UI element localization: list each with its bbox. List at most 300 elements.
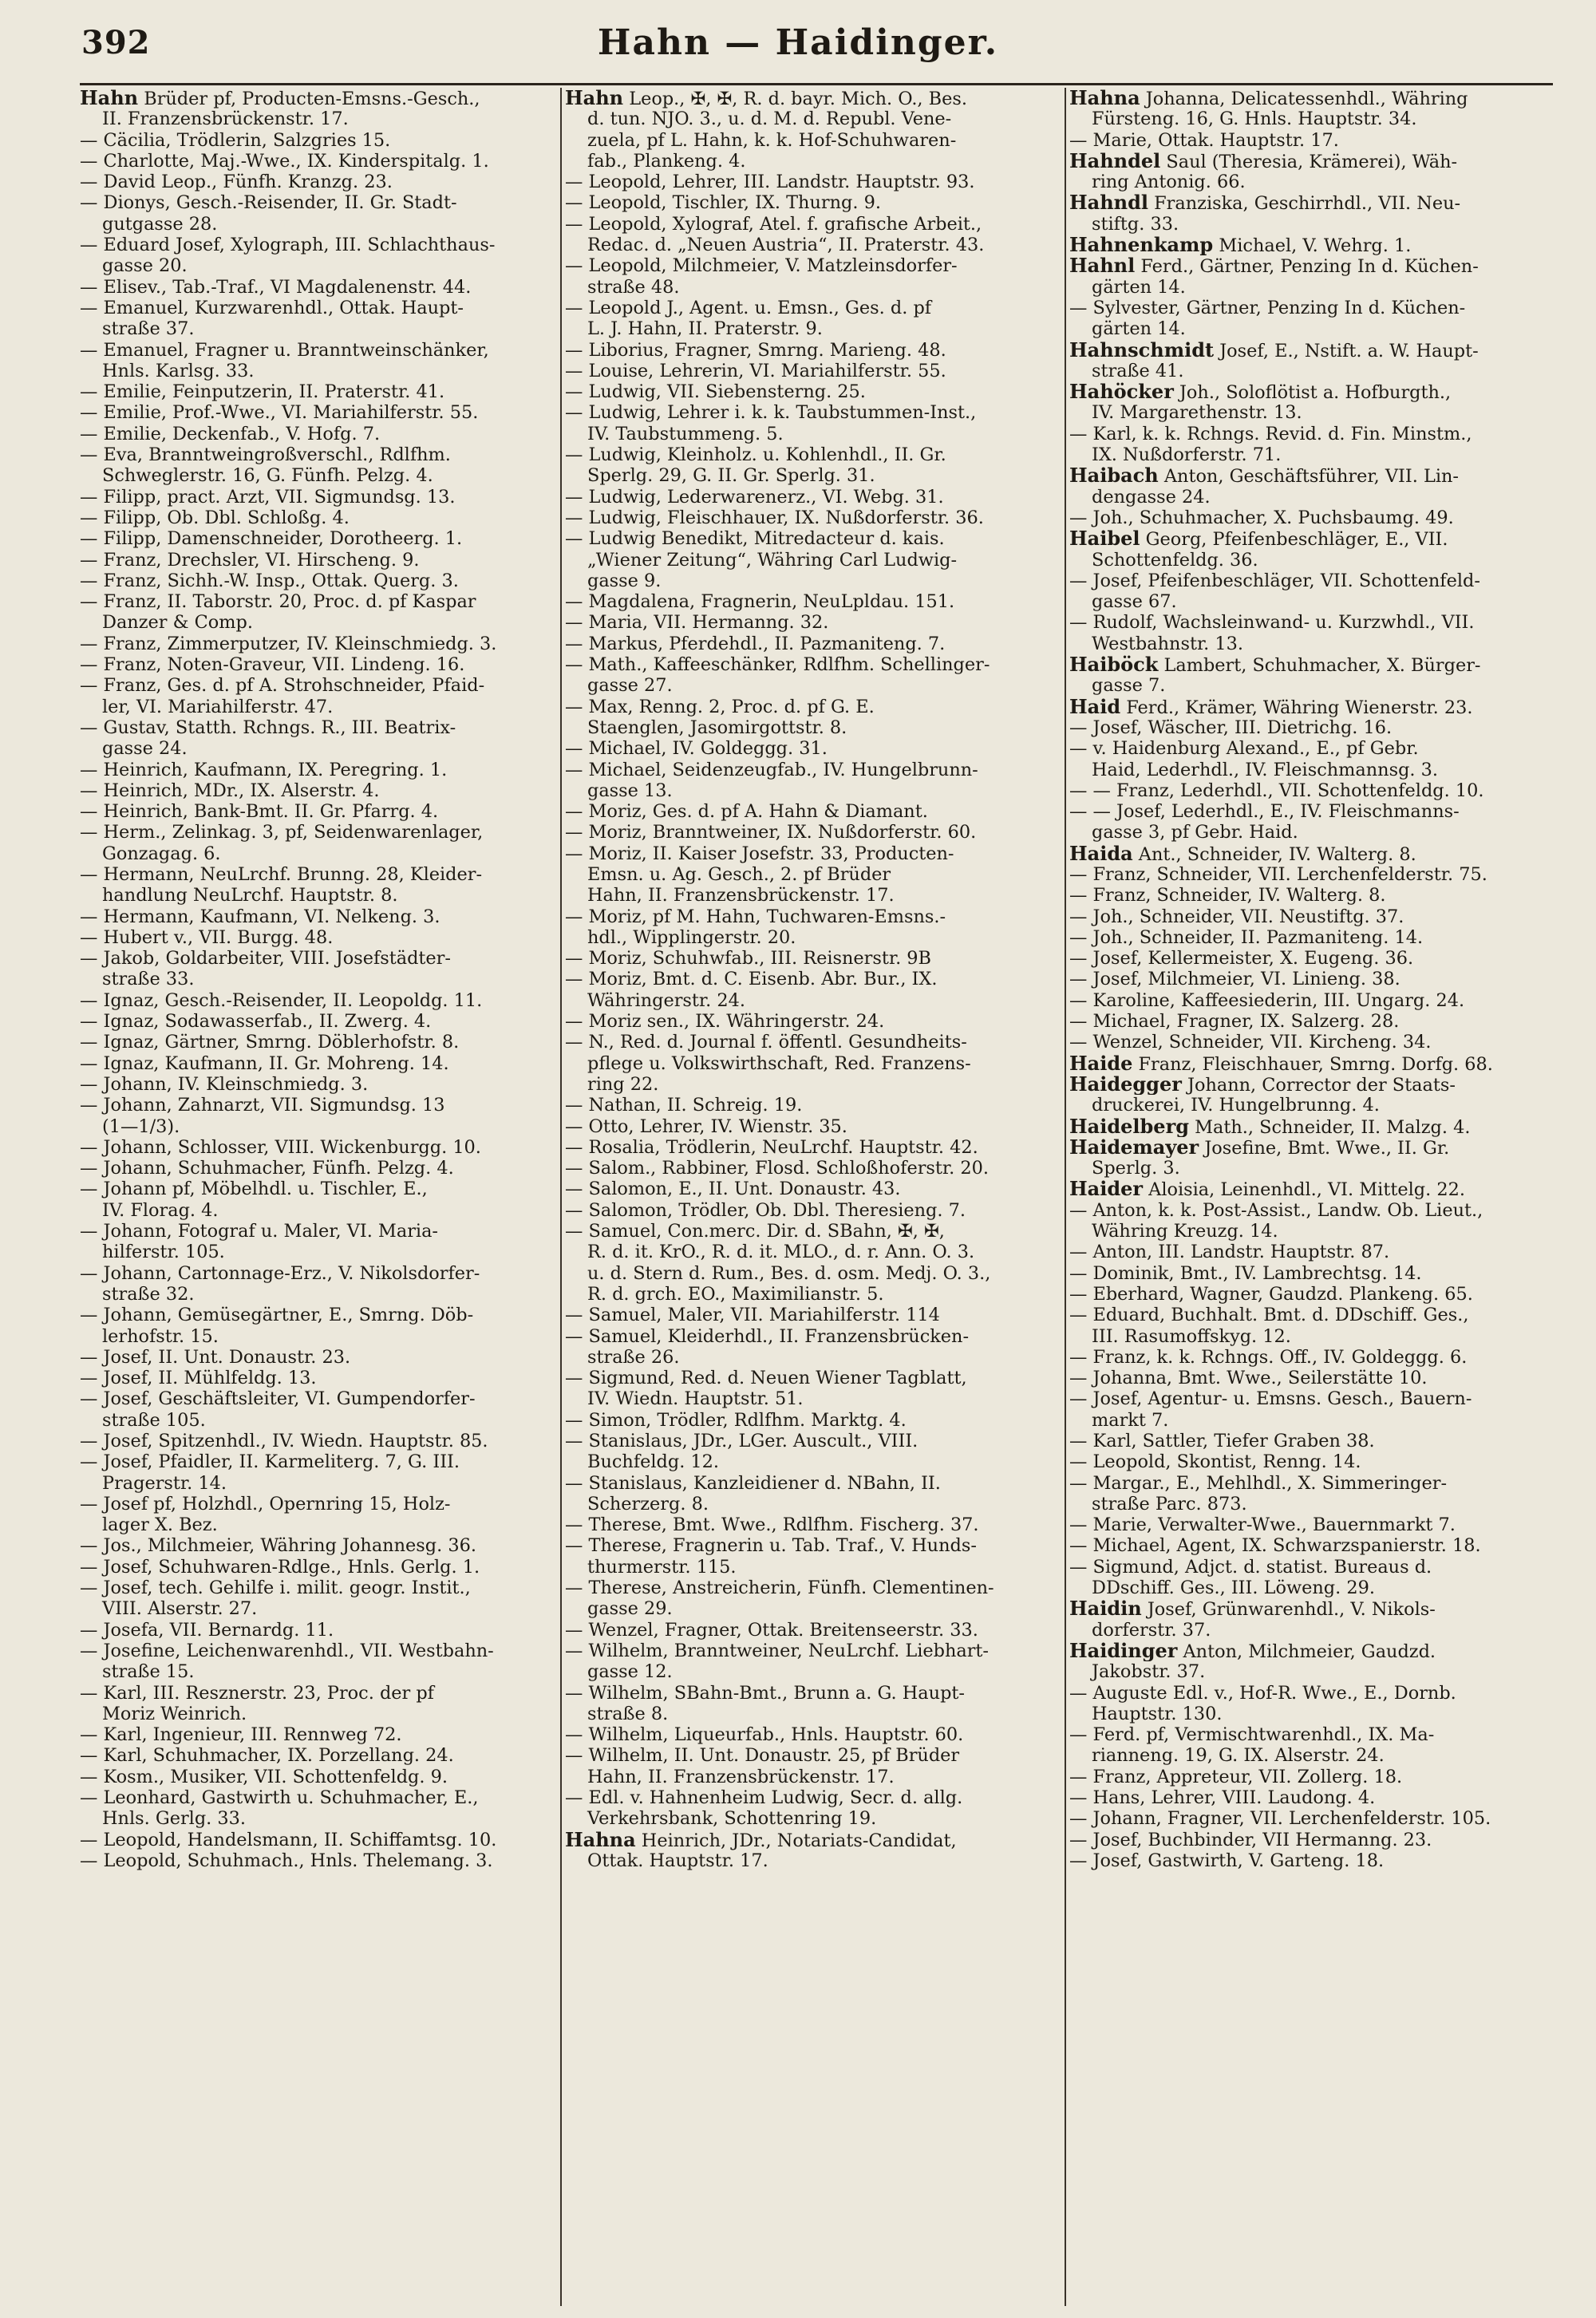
entry-text: — Rudolf, Wachsleinwand- u. Kurzwhdl., VII. xyxy=(1069,612,1475,634)
entry-text: — Gustav, Statth. Rchngs. R., III. Beatrix- xyxy=(80,717,456,738)
entry-text: Josef, E., Nstift. a. W. Haupt- xyxy=(1214,340,1479,361)
entry-text: — David Leop., Fünfh. Kranzg. 23. xyxy=(80,172,393,193)
directory-line xyxy=(80,1053,556,1074)
directory-line xyxy=(1069,1745,1553,1766)
directory-line xyxy=(565,465,1060,486)
directory-line xyxy=(1069,654,1553,675)
directory-line xyxy=(80,172,556,192)
directory-line xyxy=(80,780,556,801)
directory-line xyxy=(565,444,1060,465)
directory-line xyxy=(565,1095,1060,1116)
entry-text: — Josef, Buchbinder, VII Hermanng. 23. xyxy=(1069,1829,1432,1850)
directory-line xyxy=(80,1410,556,1431)
entry-text: straße 41. xyxy=(1092,360,1184,381)
entry-text: ring 22. xyxy=(587,1073,659,1095)
directory-line xyxy=(1069,151,1553,172)
entry-text: — Otto, Lehrer, IV. Wienstr. 35. xyxy=(565,1116,847,1137)
entry-text: — Liborius, Fragner, Smrng. Marieng. 48. xyxy=(565,339,946,361)
directory-line xyxy=(1069,1830,1553,1850)
entry-text: — Eva, Branntweingroßverschl., Rdlfhm. xyxy=(80,444,451,466)
directory-line xyxy=(1069,1388,1553,1409)
directory-line xyxy=(565,1808,1060,1829)
directory-line xyxy=(80,1787,556,1808)
entry-text: — Franz, Schneider, VII. Lerchenfelderstr. 75. xyxy=(1069,863,1487,885)
directory-line xyxy=(80,424,556,444)
entry-text: — Johann, IV. Kleinschmiedg. 3. xyxy=(80,1073,369,1095)
directory-line xyxy=(565,697,1060,717)
entry-text: lager X. Bez. xyxy=(102,1514,218,1536)
entry-text: — Therese, Bmt. Wwe., Rdlfhm. Fischerg. 37. xyxy=(565,1514,979,1536)
entry-text: Staenglen, Jasomirgottstr. 8. xyxy=(587,717,847,738)
directory-line xyxy=(1069,1242,1553,1262)
entry-text: Michael, V. Wehrg. 1. xyxy=(1213,235,1412,256)
directory-line xyxy=(565,130,1060,151)
entry-text: — v. Haidenburg Alexand., E., pf Gebr. xyxy=(1069,738,1419,760)
surname-heading: Haidinger xyxy=(1069,1640,1178,1662)
directory-line xyxy=(80,487,556,507)
directory-line xyxy=(565,151,1060,172)
directory-line xyxy=(565,507,1060,528)
directory-line xyxy=(1069,1850,1553,1871)
surname-heading: Haidin xyxy=(1069,1598,1142,1620)
entry-text: — Joh., Schneider, II. Pazmaniteng. 14. xyxy=(1069,926,1424,948)
entry-text: d. tun. NJO. 3., u. d. M. d. Republ. Vene- xyxy=(587,109,952,130)
directory-line xyxy=(1069,1221,1553,1242)
directory-line xyxy=(80,760,556,780)
entry-text: — Josef, Spitzenhdl., IV. Wiedn. Hauptstr. 85. xyxy=(80,1431,488,1451)
entry-text: gasse 24. xyxy=(102,738,188,760)
directory-line xyxy=(1069,1557,1553,1578)
entry-text: — Franz, Zimmerputzer, IV. Kleinschmiedg. 3. xyxy=(80,633,497,654)
directory-line xyxy=(565,109,1060,129)
surname-heading: Haid xyxy=(1069,696,1121,717)
entry-text: straße 105. xyxy=(102,1409,206,1431)
entry-text: — Joh., Schuhmacher, X. Puchsbaumg. 49. xyxy=(1069,507,1454,528)
entry-text: — Anton, k. k. Post-Assist., Landw. Ob. Lieut., xyxy=(1069,1199,1483,1221)
directory-line xyxy=(565,1451,1060,1472)
entry-text: — Johann, Cartonnage-Erz., V. Nikolsdorfer- xyxy=(80,1262,480,1284)
entry-text: straße 32. xyxy=(102,1283,195,1305)
directory-line xyxy=(80,1683,556,1704)
entry-text: — — Franz, Lederhdl., VII. Schottenfeldg. 10. xyxy=(1069,780,1484,801)
directory-line xyxy=(565,969,1060,989)
directory-line xyxy=(565,1326,1060,1347)
directory-line xyxy=(1069,634,1553,654)
directory-line xyxy=(1069,1410,1553,1431)
entry-text: gärten 14. xyxy=(1092,318,1186,340)
directory-line xyxy=(80,1158,556,1179)
entry-text: u. d. Stern d. Rum., Bes. d. osm. Medj. O. 3., xyxy=(587,1262,991,1284)
entry-text: — Josefa, VII. Bernardg. 11. xyxy=(80,1619,334,1641)
directory-line xyxy=(80,1451,556,1472)
directory-line xyxy=(80,843,556,864)
entry-text: fab., Plankeng. 4. xyxy=(587,150,746,172)
entry-text: — Moriz, Branntweiner, IX. Nußdorferstr. 60. xyxy=(565,822,977,843)
directory-line xyxy=(1069,255,1553,276)
entry-text: — Rosalia, Trödlerin, NeuLrchf. Hauptstr. 42. xyxy=(565,1136,978,1158)
directory-line xyxy=(565,1179,1060,1199)
directory-line xyxy=(1069,1305,1553,1325)
directory-line xyxy=(565,1305,1060,1325)
entry-text: — Moriz, Schuhwfab., III. Reisnerstr. 9B xyxy=(565,948,932,969)
entry-text: — Emanuel, Fragner u. Branntweinschänker, xyxy=(80,339,489,361)
entry-text: — Filipp, Ob. Dbl. Schloßg. 4. xyxy=(80,507,350,528)
directory-line xyxy=(1069,1578,1553,1598)
entry-text: handlung NeuLrchf. Hauptstr. 8. xyxy=(102,885,398,906)
directory-line xyxy=(80,1200,556,1221)
directory-line xyxy=(565,864,1060,885)
directory-line xyxy=(1069,780,1553,801)
entry-text: Sperlg. 29, G. II. Gr. Sperlg. 31. xyxy=(587,465,875,487)
entry-text: Schweglerstr. 16, G. Fünfh. Pelzg. 4. xyxy=(102,465,433,487)
directory-line xyxy=(80,1745,556,1766)
directory-line xyxy=(565,298,1060,318)
directory-line xyxy=(80,444,556,465)
directory-line xyxy=(1069,1137,1553,1158)
entry-text: — Karl, III. Resznerstr. 23, Proc. der pf xyxy=(80,1682,434,1704)
directory-line xyxy=(565,1053,1060,1074)
entry-text: gutgasse 28. xyxy=(102,213,218,235)
surname-heading: Haibel xyxy=(1069,528,1140,550)
entry-text: — Margar., E., Mehlhdl., X. Simmeringer- xyxy=(1069,1472,1448,1494)
entry-text: — Johann pf, Möbelhdl. u. Tischler, E., xyxy=(80,1179,428,1200)
entry-text: Heinrich, JDr., Notariats-Candidat, xyxy=(635,1830,957,1850)
surname-heading: Hahn xyxy=(565,88,624,109)
directory-line xyxy=(565,1388,1060,1409)
entry-text: markt 7. xyxy=(1092,1409,1169,1431)
entry-text: — Wilhelm, Liqueurfab., Hnls. Hauptstr. 60. xyxy=(565,1724,964,1746)
directory-line xyxy=(80,235,556,255)
directory-line xyxy=(80,717,556,738)
entry-text: — Moriz, Ges. d. pf A. Hahn & Diamant. xyxy=(565,801,928,823)
entry-text: gasse 20. xyxy=(102,255,188,277)
entry-text: — Moriz, Bmt. d. C. Eisenb. Abr. Bur., IX. xyxy=(565,969,938,990)
entry-text: — Magdalena, Fragnerin, NeuLpldau. 151. xyxy=(565,591,955,613)
entry-text: — Josef, Pfaidler, II. Karmeliterg. 7, G. III. xyxy=(80,1451,460,1473)
entry-text: gärten 14. xyxy=(1092,276,1186,298)
entry-text: — Leopold, Skontist, Renng. 14. xyxy=(1069,1451,1361,1473)
directory-line xyxy=(565,1578,1060,1598)
entry-text: straße 48. xyxy=(587,276,680,298)
entry-text: — Hans, Lehrer, VIII. Laudong. 4. xyxy=(1069,1787,1376,1809)
surname-heading: Hahnl xyxy=(1069,255,1136,277)
directory-line xyxy=(1069,1011,1553,1032)
directory-line xyxy=(565,843,1060,864)
entry-text: — Franz, k. k. Rchngs. Off., IV. Goldeggg. 6. xyxy=(1069,1346,1468,1368)
entry-text: Johanna, Delicatessenhdl., Währing xyxy=(1140,89,1468,109)
directory-line xyxy=(565,780,1060,801)
directory-line xyxy=(565,1767,1060,1787)
directory-line xyxy=(565,927,1060,948)
directory-line xyxy=(80,1704,556,1724)
entry-text: rianneng. 19, G. IX. Alserstr. 24. xyxy=(1092,1745,1385,1767)
directory-line xyxy=(80,1724,556,1745)
entry-text: IV. Wiedn. Hauptstr. 51. xyxy=(587,1388,804,1410)
directory-line xyxy=(80,591,556,612)
entry-text: — Max, Renng. 2, Proc. d. pf G. E. xyxy=(565,696,875,717)
directory-line xyxy=(565,1683,1060,1704)
directory-line xyxy=(80,381,556,402)
directory-line xyxy=(1069,1514,1553,1535)
directory-line xyxy=(1069,822,1553,843)
directory-line xyxy=(1069,717,1553,738)
directory-line xyxy=(565,1641,1060,1661)
entry-text: Math., Schneider, II. Malzg. 4. xyxy=(1189,1116,1471,1137)
column-right xyxy=(1069,88,1553,2310)
directory-line xyxy=(80,1032,556,1052)
directory-line xyxy=(80,1368,556,1388)
entry-text: — Wenzel, Schneider, VII. Kircheng. 34. xyxy=(1069,1032,1432,1053)
surname-heading: Hahnenkamp xyxy=(1069,235,1214,256)
directory-line xyxy=(1069,864,1553,885)
entry-text: straße 26. xyxy=(587,1346,680,1368)
directory-line xyxy=(80,1347,556,1368)
entry-text: — Stanislaus, Kanzleidiener d. NBahn, II. xyxy=(565,1472,941,1494)
entry-text: — Josef, Schuhwaren-Rdlge., Hnls. Gerlg. 1. xyxy=(80,1556,480,1578)
directory-line xyxy=(565,571,1060,591)
entry-text: — Josef, Milchmeier, VI. Linieng. 38. xyxy=(1069,969,1400,990)
directory-line xyxy=(80,1242,556,1262)
directory-line xyxy=(565,612,1060,633)
directory-line xyxy=(1069,1347,1553,1368)
directory-line xyxy=(1069,1808,1553,1829)
entry-text: Aloisia, Leinenhdl., VI. Mittelg. 22. xyxy=(1143,1179,1465,1200)
entry-text: gasse 13. xyxy=(587,780,673,801)
surname-heading: Haiböck xyxy=(1069,654,1159,676)
entry-text: — Ignaz, Gärtner, Smrng. Döblerhofstr. 8. xyxy=(80,1032,460,1053)
directory-line xyxy=(80,1850,556,1871)
directory-line xyxy=(1069,591,1553,612)
entry-text: druckerei, IV. Hungelbrunng. 4. xyxy=(1092,1095,1380,1116)
directory-line xyxy=(1069,906,1553,927)
entry-text: — Ignaz, Kaufmann, II. Gr. Mohreng. 14. xyxy=(80,1052,449,1074)
directory-line xyxy=(80,192,556,213)
entry-text: Lambert, Schuhmacher, X. Bürger- xyxy=(1158,655,1481,676)
directory-line xyxy=(80,697,556,717)
entry-text: — Josef, tech. Gehilfe i. milit. geogr. Instit., xyxy=(80,1578,471,1599)
directory-line xyxy=(1069,88,1553,109)
directory-line xyxy=(80,130,556,151)
directory-line xyxy=(80,361,556,381)
directory-line xyxy=(565,1661,1060,1682)
directory-line xyxy=(1069,550,1553,571)
entry-text: gasse 67. xyxy=(1092,591,1177,613)
directory-line xyxy=(1069,843,1553,864)
directory-line xyxy=(1069,801,1553,822)
entry-text: — Karoline, Kaffeesiederin, III. Ungarg. 24. xyxy=(1069,989,1465,1011)
directory-line xyxy=(80,1095,556,1116)
entry-text: — Leopold, Milchmeier, V. Matzleinsdorfer- xyxy=(565,255,958,277)
entry-text: gasse 3, pf Gebr. Haid. xyxy=(1092,822,1298,843)
entry-text: — Samuel, Maler, VII. Mariahilferstr. 114 xyxy=(565,1305,940,1326)
entry-text: — Franz, Drechsler, VI. Hirscheng. 9. xyxy=(80,549,420,571)
directory-line xyxy=(1069,1284,1553,1305)
directory-line xyxy=(565,760,1060,780)
entry-text: Georg, Pfeifenbeschläger, E., VII. xyxy=(1140,529,1448,550)
entry-text: — Heinrich, Kaufmann, IX. Peregring. 1. xyxy=(80,759,448,780)
directory-line xyxy=(1069,340,1553,361)
entry-text: — Ludwig, Fleischhauer, IX. Nußdorferstr. 36. xyxy=(565,507,984,528)
directory-line xyxy=(80,1767,556,1787)
directory-line xyxy=(1069,528,1553,549)
entry-text: straße Parc. 873. xyxy=(1092,1493,1247,1514)
directory-line xyxy=(1069,1724,1553,1745)
surname-heading: Hahndl xyxy=(1069,192,1149,214)
entry-text: — Leopold, Tischler, IX. Thurng. 9. xyxy=(565,192,881,214)
entry-text: — Michael, IV. Goldeggg. 31. xyxy=(565,738,828,760)
directory-line xyxy=(80,528,556,549)
entry-text: — Johann, Gemüsegärtner, E., Smrng. Döb- xyxy=(80,1305,474,1326)
entry-text: — Franz, Schneider, IV. Walterg. 8. xyxy=(1069,885,1386,906)
directory-line xyxy=(565,1410,1060,1431)
entry-text: — Josef, Gastwirth, V. Garteng. 18. xyxy=(1069,1850,1385,1871)
directory-line xyxy=(565,361,1060,381)
directory-line xyxy=(80,550,556,571)
directory-line xyxy=(80,1514,556,1535)
entry-text: — Franz, II. Taborstr. 20, Proc. d. pf Kaspar xyxy=(80,591,476,613)
entry-text: Ferd., Gärtner, Penzing In d. Küchen- xyxy=(1135,256,1479,277)
entry-text: — Charlotte, Maj.-Wwe., IX. Kinderspitalg. 1. xyxy=(80,150,489,172)
entry-text: — Josef, Pfeifenbeschläger, VII. Schottenfeld- xyxy=(1069,570,1480,591)
directory-line xyxy=(565,235,1060,255)
entry-text: IV. Florag. 4. xyxy=(102,1199,219,1221)
directory-line xyxy=(565,550,1060,571)
directory-line xyxy=(565,1368,1060,1388)
directory-line xyxy=(80,1305,556,1325)
directory-line xyxy=(80,612,556,633)
directory-line xyxy=(565,906,1060,927)
directory-line xyxy=(565,1284,1060,1305)
directory-line xyxy=(80,1830,556,1850)
entry-text: VIII. Alserstr. 27. xyxy=(102,1598,258,1620)
entry-text: gasse 7. xyxy=(1092,675,1166,697)
directory-line xyxy=(565,1598,1060,1619)
directory-line xyxy=(1069,172,1553,192)
directory-line xyxy=(565,214,1060,235)
entry-text: — Hermann, NeuLrchf. Brunng. 28, Kleider- xyxy=(80,863,483,885)
directory-line xyxy=(565,948,1060,969)
entry-text: Haid, Lederhdl., IV. Fleischmannsg. 3. xyxy=(1092,759,1439,780)
entry-text: — Franz, Sichh.-W. Insp., Ottak. Querg. 3. xyxy=(80,570,459,591)
entry-text: Franz, Fleischhauer, Smrng. Dorfg. 68. xyxy=(1132,1053,1493,1074)
entry-text: R. d. it. KrO., R. d. it. MLO., d. r. Ann. O. 3. xyxy=(587,1242,975,1263)
directory-line xyxy=(1069,1535,1553,1556)
entry-text: Hauptstr. 130. xyxy=(1092,1703,1223,1724)
directory-line xyxy=(1069,444,1553,465)
directory-line xyxy=(565,277,1060,298)
directory-line xyxy=(80,990,556,1011)
directory-line xyxy=(1069,1326,1553,1347)
entry-text: Westbahnstr. 13. xyxy=(1092,633,1244,654)
surname-heading: Hahna xyxy=(565,1829,636,1850)
entry-text: — Josef, Wäscher, III. Dietrichg. 16. xyxy=(1069,717,1393,738)
directory-line xyxy=(1069,675,1553,696)
directory-line xyxy=(1069,1704,1553,1724)
entry-text: „Wiener Zeitung“, Währing Carl Ludwig- xyxy=(587,549,958,571)
directory-line xyxy=(80,340,556,361)
directory-line xyxy=(565,318,1060,339)
page-header xyxy=(0,18,1596,65)
directory-line xyxy=(1069,1661,1553,1682)
entry-text: — Heinrich, Bank-Bmt. II. Gr. Pfarrg. 4. xyxy=(80,801,439,823)
entry-text: — Samuel, Con.merc. Dir. d. SBahn, ✠, ✠, xyxy=(565,1221,945,1242)
entry-text: Anton, Geschäftsführer, VII. Lin- xyxy=(1158,466,1459,487)
entry-text: Josefine, Bmt. Wwe., II. Gr. xyxy=(1199,1137,1450,1159)
entry-text: — Ludwig Benedikt, Mitredacteur d. kais. xyxy=(565,528,945,550)
directory-line xyxy=(1069,1095,1553,1116)
entry-text: — Wilhelm, Branntweiner, NeuLrchf. Liebhart- xyxy=(565,1640,989,1661)
directory-line xyxy=(565,1431,1060,1451)
entry-text: — Ludwig, Lehrer i. k. k. Taubstummen-Inst., xyxy=(565,402,977,424)
directory-line xyxy=(1069,1032,1553,1052)
entry-text: II. Franzensbrückenstr. 17. xyxy=(102,109,349,130)
directory-line xyxy=(1069,507,1553,528)
entry-text: — Johann, Schuhmacher, Fünfh. Pelzg. 4. xyxy=(80,1158,454,1179)
entry-text: — Sylvester, Gärtner, Penzing In d. Küchen- xyxy=(1069,297,1466,318)
entry-text: R. d. grch. EO., Maximilianstr. 5. xyxy=(587,1283,884,1305)
directory-line xyxy=(565,885,1060,906)
entry-text: — Cäcilia, Trödlerin, Salzgries 15. xyxy=(80,129,391,151)
column-divider xyxy=(1065,88,1066,2306)
entry-text: — Maria, VII. Hermanng. 32. xyxy=(565,612,829,634)
directory-line xyxy=(565,1620,1060,1641)
directory-line xyxy=(565,402,1060,423)
directory-line xyxy=(80,1011,556,1032)
directory-line xyxy=(80,1494,556,1514)
directory-line xyxy=(1069,612,1553,633)
entry-text: — Hermann, Kaufmann, VI. Nelkeng. 3. xyxy=(80,906,440,927)
directory-line xyxy=(80,318,556,339)
entry-text: — Auguste Edl. v., Hof-R. Wwe., E., Dornb. xyxy=(1069,1682,1456,1704)
directory-line xyxy=(1069,381,1553,402)
surname-heading: Hahn xyxy=(80,88,139,109)
directory-line xyxy=(1069,235,1553,255)
entry-text: — Josef pf, Holzhdl., Opernring 15, Holz- xyxy=(80,1493,451,1514)
directory-line xyxy=(80,1808,556,1829)
entry-text: — Marie, Verwalter-Wwe., Bauernmarkt 7. xyxy=(1069,1514,1456,1536)
entry-text: — Louise, Lehrerin, VI. Mariahilferstr. 55. xyxy=(565,360,946,381)
entry-text: Hahn, II. Franzensbrückenstr. 17. xyxy=(587,1766,895,1787)
directory-line xyxy=(80,277,556,298)
directory-line xyxy=(565,1221,1060,1242)
directory-line xyxy=(80,948,556,969)
directory-line xyxy=(1069,1431,1553,1451)
directory-line xyxy=(565,88,1060,109)
directory-line xyxy=(1069,298,1553,318)
directory-line xyxy=(1069,1767,1553,1787)
directory-line xyxy=(80,1263,556,1284)
directory-line xyxy=(80,1137,556,1158)
directory-line xyxy=(1069,1473,1553,1494)
directory-line xyxy=(1069,487,1553,507)
directory-line xyxy=(1069,402,1553,423)
directory-line xyxy=(565,1494,1060,1514)
surname-heading: Haidemayer xyxy=(1069,1136,1199,1159)
entry-text: Scherzerg. 8. xyxy=(587,1493,709,1514)
entry-text: thurmerstr. 115. xyxy=(587,1556,737,1578)
entry-text: Ferd., Krämer, Währing Wienerstr. 23. xyxy=(1120,697,1473,717)
entry-text: — Franz, Appreteur, VII. Zollerg. 18. xyxy=(1069,1766,1403,1787)
directory-line xyxy=(565,1514,1060,1535)
directory-line xyxy=(565,487,1060,507)
page-title: Hahn — Haidinger. xyxy=(597,22,999,63)
entry-text: — Leopold, Lehrer, III. Landstr. Hauptstr. 93. xyxy=(565,172,975,193)
entry-text: Hnls. Gerlg. 33. xyxy=(102,1808,247,1830)
entry-text: — Josef, II. Unt. Donaustr. 23. xyxy=(80,1346,351,1368)
directory-line xyxy=(565,528,1060,549)
surname-heading: Haide xyxy=(1069,1052,1133,1074)
entry-text: gasse 9. xyxy=(587,570,662,591)
